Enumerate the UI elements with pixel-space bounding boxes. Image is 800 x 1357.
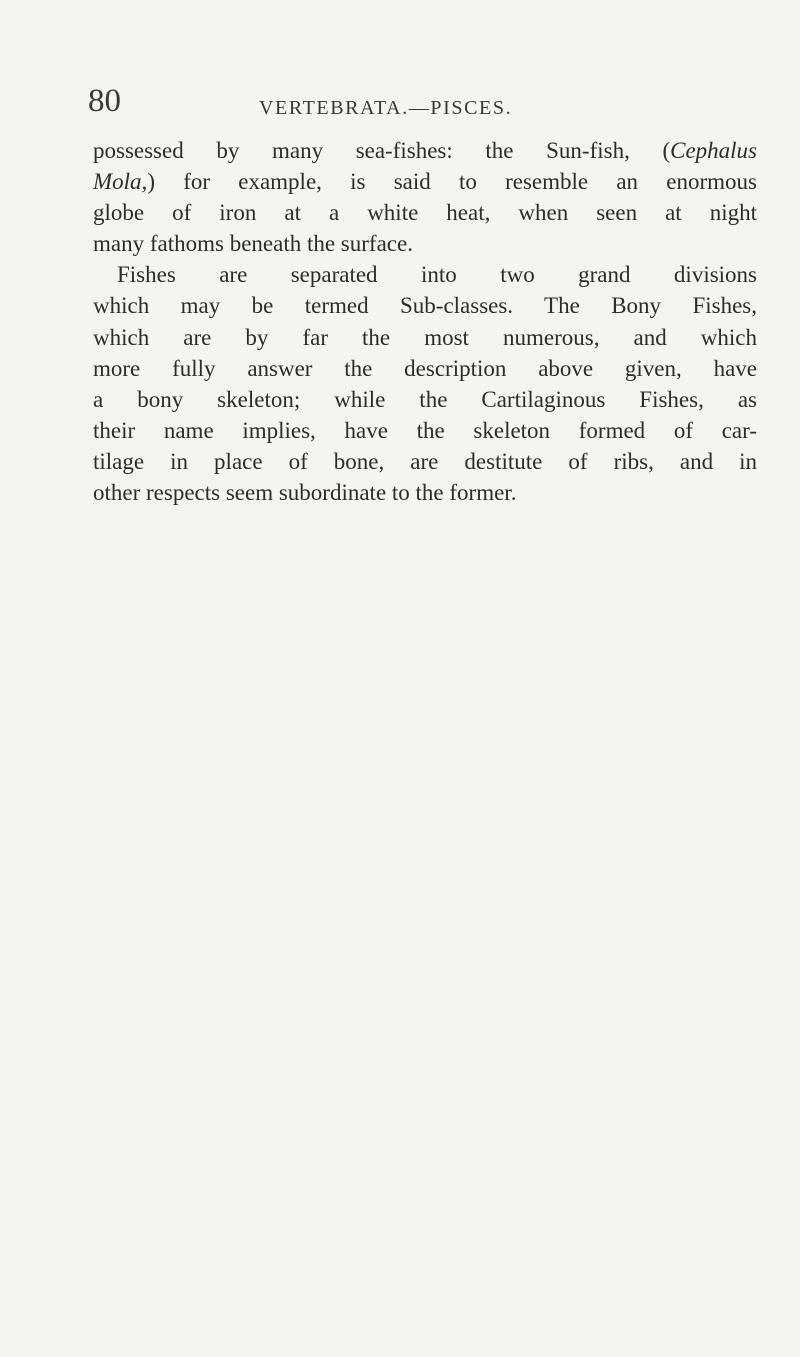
text-line: their name implies, have the skeleton formed of car- <box>93 417 757 443</box>
page-number: 80 <box>88 83 121 119</box>
text-line <box>93 135 757 166</box>
text-run: possessed by many sea-fishes: the Sun-fish, ( <box>93 138 671 163</box>
text-line: a bony skeleton; while the Cartilaginous Fishes, as <box>93 386 757 412</box>
text-run: ) for example, is said to resemble an enormous <box>147 169 757 195</box>
text-line: which are by far the most numerous, and which <box>93 324 757 350</box>
species-name-italic: Mola, <box>93 169 148 195</box>
text-line: more fully answer the description above given, have <box>93 355 757 381</box>
text-line: other respects seem subordinate to the former. <box>93 480 517 506</box>
text-line: Fishes are separated into two grand divisions <box>117 262 757 288</box>
body-text <box>93 135 757 508</box>
running-title: VERTEBRATA.—PISCES. <box>259 97 513 119</box>
text-line: many fathoms beneath the surface. <box>93 231 413 257</box>
text-line <box>93 166 757 197</box>
species-name-italic: Cephalus <box>670 138 757 163</box>
text-line: which may be termed Sub-classes. The Bony Fishes, <box>93 293 757 319</box>
running-head <box>88 84 768 124</box>
text-line: globe of iron at a white heat, when seen at night <box>93 200 757 226</box>
paragraph-sub-classes <box>93 259 757 508</box>
text-line: tilage in place of bone, are destitute of ribs, and in <box>93 448 757 474</box>
paragraph-sun-fish <box>93 135 757 259</box>
